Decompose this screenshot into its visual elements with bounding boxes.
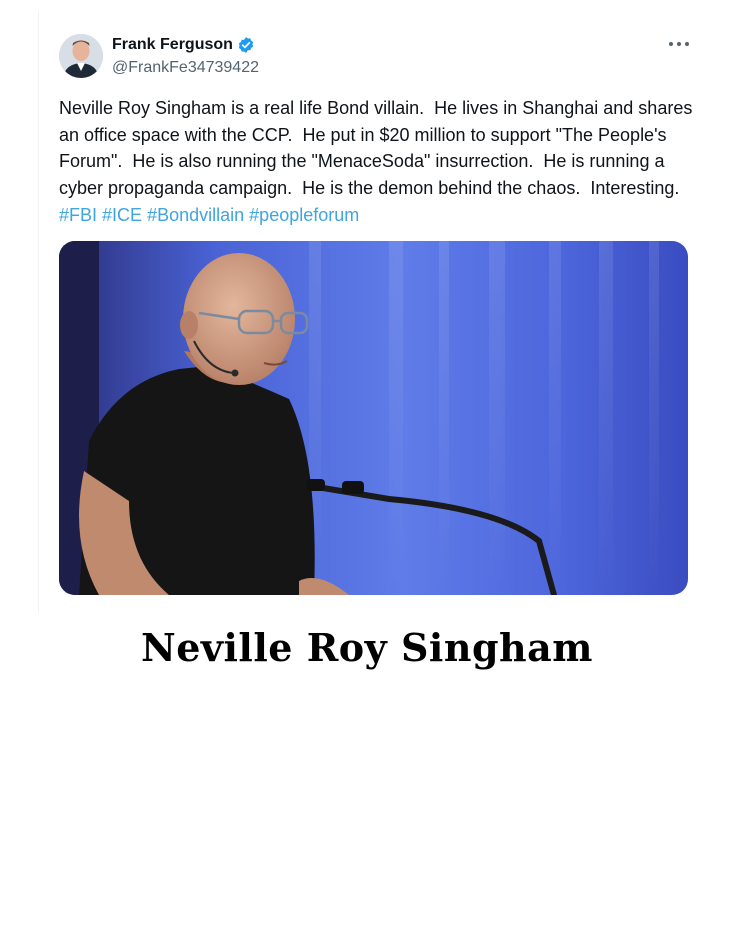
speaker-photo-image	[59, 241, 688, 595]
author-handle[interactable]: @FrankFe34739422	[112, 59, 259, 76]
author-display-name[interactable]: Frank Ferguson	[112, 36, 233, 53]
hashtag-link[interactable]: #FBI	[59, 204, 98, 225]
tweet-card[interactable]	[38, 12, 709, 612]
tweet-body-text: Neville Roy Singham is a real life Bond villain. He lives in Shanghai and shares an office space with the CCP. He put in $20 million to support "The People's Forum". He is also running the "MenaceSoda" insurrection. He is running a cyber propaganda campaign. He is the demon behind the chaos. Interesting.	[59, 98, 698, 199]
hashtag-link[interactable]: #peopleforum	[249, 204, 360, 225]
tweet-photo[interactable]	[59, 241, 688, 595]
verified-badge-icon	[237, 36, 255, 54]
author-avatar[interactable]	[59, 34, 103, 78]
hashtag-link[interactable]: #Bondvillain	[147, 204, 245, 225]
ellipsis-icon[interactable]	[669, 38, 689, 50]
author-name-row[interactable]	[112, 35, 255, 55]
image-caption: Neville Roy Singham	[141, 625, 593, 670]
tweet-text	[59, 95, 699, 229]
hashtag-link[interactable]: #ICE	[102, 204, 143, 225]
